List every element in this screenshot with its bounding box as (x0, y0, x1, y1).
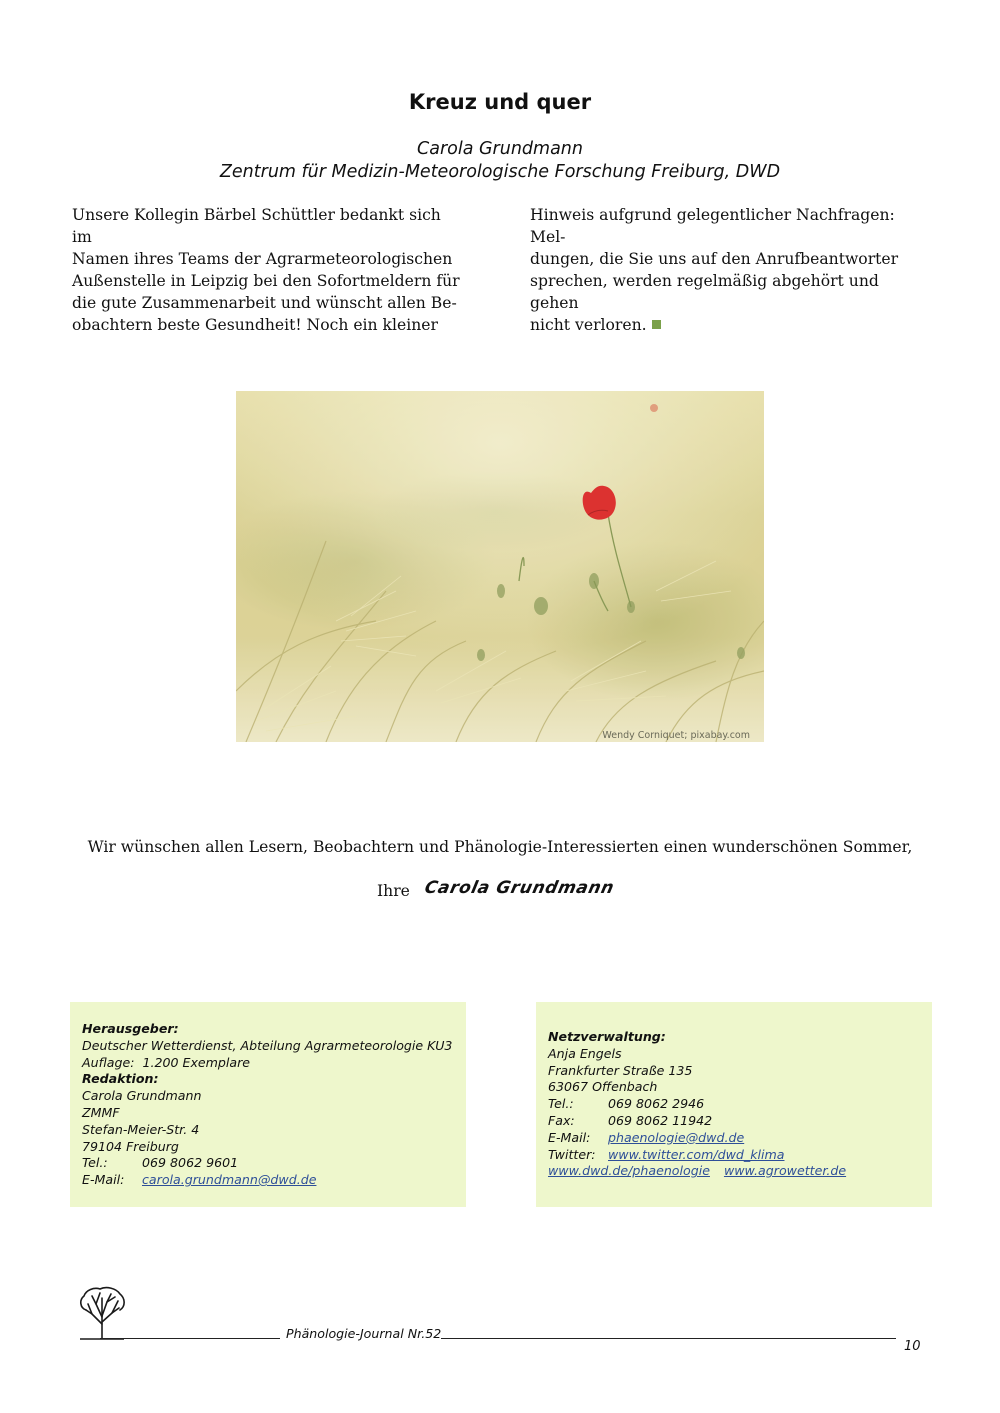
body-column-right (530, 204, 920, 336)
network-name: Anja Engels (548, 1045, 622, 1061)
body-line: Hinweis aufgrund gelegentlicher Nachfragen: Mel- (530, 206, 895, 246)
author-affiliation: Zentrum für Medizin-Meteorologische Forschung Freiburg, DWD (219, 162, 781, 182)
network-email-link[interactable]: phaenologie@dwd.de (608, 1129, 745, 1145)
publisher: Deutscher Wetterdienst, Abteilung Agrarmeteorologie KU3 (82, 1037, 453, 1053)
editorial-label: Redaktion: (82, 1071, 159, 1087)
network-fax-row (548, 1113, 920, 1130)
editor-email-link[interactable]: carola.grundmann@dwd.de (142, 1172, 317, 1188)
body-line: obachtern beste Gesundheit! Noch ein kleiner (72, 316, 438, 334)
body-line: Namen ihres Teams der Agrarmeteorologischen (72, 250, 453, 268)
circulation: Auflage: 1.200 Exemplare (82, 1054, 251, 1070)
email-label: E-Mail: (82, 1172, 125, 1188)
network-box (536, 1002, 932, 1207)
network-fax: 069 8062 11942 (608, 1112, 713, 1128)
email-label: E-Mail: (548, 1129, 591, 1145)
twitter-label: Twitter: (548, 1146, 596, 1162)
footer-rule-left (100, 1338, 280, 1339)
poppy-field-illustration (236, 391, 764, 742)
editor-name: Carola Grundmann (82, 1088, 202, 1104)
body-line: Außenstelle in Leipzig bei den Sofortmeldern für (72, 272, 460, 290)
network-twitter-row (548, 1147, 920, 1164)
editor-tel-row (82, 1155, 454, 1172)
editor-tel: 069 8062 9601 (142, 1155, 239, 1171)
green-square-icon (652, 320, 661, 329)
poppy-field-photo (236, 391, 764, 742)
fax-label: Fax: (548, 1112, 575, 1128)
handwritten-signature: Carola Grundmann (422, 878, 617, 898)
author-block (0, 138, 1000, 184)
network-label: Netzverwaltung: (548, 1029, 666, 1044)
page-number: 10 (904, 1339, 921, 1354)
author-name: Carola Grundmann (417, 139, 583, 159)
network-tel: 069 8062 2946 (608, 1096, 705, 1112)
tel-label: Tel.: (82, 1155, 108, 1171)
tel-label: Tel.: (548, 1096, 574, 1112)
network-tel-row (548, 1096, 920, 1113)
closing-salutation: Ihre (377, 882, 410, 900)
body-line: sprechen, werden regelmäßig abgehört und gehen (530, 272, 879, 312)
twitter-link[interactable]: www.twitter.com/dwd_klima (608, 1146, 785, 1162)
journal-name: Phänologie-Journal Nr.52 (286, 1326, 442, 1341)
agrowetter-link[interactable]: www.agrowetter.de (723, 1163, 847, 1179)
article-title: Kreuz und quer (408, 90, 592, 114)
body-line: die gute Zusammenarbeit und wünscht allen Be- (72, 294, 457, 312)
phaenologie-link[interactable]: www.dwd.de/phaenologie (548, 1163, 710, 1179)
body-line: dungen, die Sie uns auf den Anrufbeantworter (530, 250, 899, 268)
network-city: 63067 Offenbach (548, 1079, 658, 1095)
editor-city: 79104 Freiburg (82, 1138, 179, 1154)
editor-street: Stefan-Meier-Str. 4 (82, 1121, 200, 1137)
editor-email-row (82, 1172, 454, 1189)
tree-icon (78, 1286, 128, 1340)
publisher-label: Herausgeber: (82, 1021, 179, 1036)
closing-wish: Wir wünschen allen Lesern, Beobachtern und Phänologie-Interessierten einen wunderschönen Sommer, (87, 838, 913, 856)
body-line-last (530, 314, 920, 336)
photo-credit: Wendy Corniquet; pixabay.com (602, 730, 750, 741)
network-email-row (548, 1130, 920, 1147)
body-line: nicht verloren. (530, 316, 647, 334)
imprint-box (70, 1002, 466, 1207)
body-line: Unsere Kollegin Bärbel Schüttler bedankt sich im (72, 206, 441, 246)
body-column-left (72, 204, 462, 336)
footer-rule-right (441, 1338, 896, 1339)
network-street: Frankfurter Straße 135 (548, 1062, 693, 1078)
editor-org: ZMMF (82, 1104, 120, 1120)
network-links-row (548, 1163, 920, 1180)
